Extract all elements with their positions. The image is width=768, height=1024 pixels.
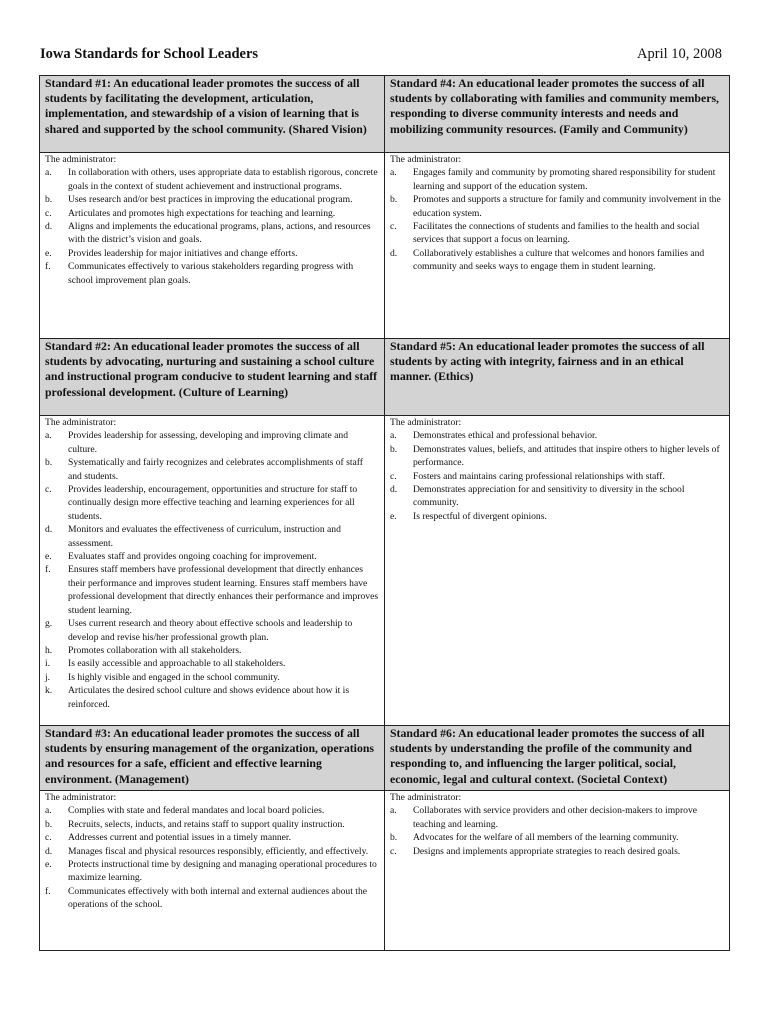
list-item	[45, 657, 379, 670]
list-item	[45, 456, 379, 483]
item-text: Uses research and/or best practices in improving the educational program.	[68, 194, 353, 206]
administrator-intro: The administrator:	[390, 154, 462, 165]
item-marker: e.	[45, 551, 52, 563]
list-item	[45, 483, 379, 523]
item-text: Provides leadership for assessing, developing and improving climate and culture.	[68, 430, 349, 455]
list-item	[45, 818, 379, 831]
list-item	[390, 483, 724, 510]
list-item	[45, 260, 379, 287]
item-text: Manages fiscal and physical resources responsibly, efficiently, and effectively.	[68, 845, 369, 857]
list-item	[390, 166, 724, 193]
standard-items-list	[390, 166, 724, 273]
list-item	[45, 193, 379, 206]
body-row-1	[40, 153, 730, 339]
item-marker: k.	[45, 685, 53, 697]
item-marker: d.	[45, 845, 53, 857]
item-text: Communicates effectively with both internal and external audiences about the operations of the school.	[68, 885, 367, 911]
item-marker: b.	[45, 818, 53, 830]
header-row-1	[40, 76, 730, 153]
item-text: Communicates effectively to various stakeholders regarding progress with school improvement plan goals.	[68, 261, 354, 286]
list-item	[45, 885, 379, 912]
item-text: Advocates for the welfare of all members of the learning community.	[413, 832, 679, 844]
body-row-3	[40, 791, 730, 951]
item-text: Provides leadership for major initiatives and change efforts.	[68, 247, 298, 259]
item-marker: c.	[390, 845, 397, 857]
standard-2-heading: Standard #2: An educational leader promotes the success of all students by advocating, nurturing and sustaining a school culture and instructional program conducive to student learning and staff professional development. (Culture of Learning)	[40, 339, 385, 416]
administrator-intro: The administrator:	[390, 792, 462, 803]
item-marker: a.	[45, 805, 52, 817]
item-marker: a.	[45, 430, 52, 442]
item-text: Designs and implements appropriate strategies to reach desired goals.	[413, 845, 681, 857]
administrator-intro: The administrator:	[390, 417, 462, 428]
list-item	[390, 220, 724, 247]
standard-1-heading: Standard #1: An educational leader promotes the success of all students by facilitating the development, articulation, implementation, and stewardship of a vision of learning that is shared and supported by the school community. (Shared Vision)	[40, 76, 385, 153]
item-marker: g.	[45, 618, 53, 630]
standard-1-body	[40, 153, 385, 339]
item-text: Collaboratively establishes a culture that welcomes and honors families and community and seeks ways to engage them in student learning.	[413, 247, 705, 273]
item-text: Promotes and supports a structure for family and community involvement in the education system.	[413, 194, 721, 219]
list-item	[45, 617, 379, 644]
item-marker: d.	[45, 524, 53, 536]
item-text: Protects instructional time by designing and managing operational procedures to maximize learning.	[68, 859, 377, 884]
list-item	[45, 166, 379, 193]
list-item	[45, 858, 379, 885]
item-text: Demonstrates values, beliefs, and attitudes that inspire others to higher levels of performance.	[413, 443, 720, 469]
item-marker: f.	[45, 564, 51, 576]
item-marker: j.	[45, 671, 51, 683]
item-marker: b.	[390, 832, 398, 844]
standard-2-body	[40, 416, 385, 726]
body-row-2	[40, 416, 730, 726]
list-item	[390, 831, 724, 844]
list-item	[45, 671, 379, 684]
list-item	[45, 684, 379, 711]
item-marker: e.	[45, 859, 52, 871]
item-marker: b.	[45, 457, 53, 469]
item-marker: b.	[390, 194, 398, 206]
item-text: Monitors and evaluates the effectiveness of curriculum, instruction and assessment.	[68, 524, 341, 549]
item-text: Is easily accessible and approachable to all stakeholders.	[68, 658, 286, 670]
item-text: Addresses current and potential issues in a timely manner.	[68, 832, 291, 844]
item-marker: f.	[45, 261, 51, 273]
item-text: Systematically and fairly recognizes and celebrates accomplishments of staff and students.	[68, 457, 363, 482]
list-item	[45, 563, 379, 617]
item-text: Recruits, selects, inducts, and retains staff to support quality instruction.	[68, 818, 345, 830]
item-marker: a.	[390, 430, 397, 442]
item-text: Demonstrates ethical and professional behavior.	[413, 430, 598, 442]
list-item	[390, 804, 724, 831]
standard-5-body	[385, 416, 730, 726]
standard-4-heading: Standard #4: An educational leader promotes the success of all students by collaborating with families and community members, responding to diverse community interests and needs and mobilizing community resources. (Family and Community)	[385, 76, 730, 153]
item-text: Is highly visible and engaged in the school community.	[68, 671, 280, 683]
list-item	[390, 510, 724, 523]
item-text: Engages family and community by promoting shared responsibility for student learning and support of the education system.	[413, 167, 716, 192]
header-row-2	[40, 339, 730, 416]
list-item	[45, 247, 379, 260]
standard-items-list	[45, 429, 379, 711]
item-text: Aligns and implements the educational programs, plans, actions, and resources with the district’s vision and goals.	[68, 221, 371, 246]
list-item	[45, 644, 379, 657]
administrator-intro: The administrator:	[45, 417, 117, 428]
standard-items-list	[390, 804, 724, 858]
item-marker: a.	[390, 805, 397, 817]
standard-items-list	[390, 429, 724, 523]
standard-items-list	[45, 804, 379, 911]
item-marker: b.	[390, 443, 398, 455]
list-item	[45, 523, 379, 550]
standard-5-heading: Standard #5: An educational leader promotes the success of all students by acting with integrity, fairness and in an ethical manner. (Ethics)	[385, 339, 730, 416]
list-item	[390, 247, 724, 274]
item-marker: e.	[45, 247, 52, 259]
standard-6-heading: Standard #6: An educational leader promotes the success of all students by understanding the profile of the community and responding to, and influencing the larger political, social, economic, legal and cultural context. (Societal Context)	[385, 726, 730, 791]
item-marker: d.	[390, 484, 398, 496]
list-item	[390, 443, 724, 470]
administrator-intro: The administrator:	[45, 792, 117, 803]
list-item	[390, 470, 724, 483]
item-marker: b.	[45, 194, 53, 206]
item-marker: a.	[390, 167, 397, 179]
document-date: April 10, 2008	[637, 46, 722, 62]
header-row-3	[40, 726, 730, 791]
item-marker: c.	[45, 832, 52, 844]
item-text: Is respectful of divergent opinions.	[413, 510, 547, 522]
list-item	[45, 429, 379, 456]
item-text: Collaborates with service providers and other decision-makers to improve teaching and learning.	[413, 805, 697, 830]
list-item	[45, 207, 379, 220]
item-text: Articulates and promotes high expectations for teaching and learning.	[68, 207, 336, 219]
administrator-intro: The administrator:	[45, 154, 117, 165]
item-marker: c.	[45, 484, 52, 496]
item-text: Complies with state and federal mandates and local board policies.	[68, 805, 325, 817]
item-marker: c.	[390, 470, 397, 482]
list-item	[45, 550, 379, 563]
item-marker: d.	[390, 247, 398, 259]
item-text: Evaluates staff and provides ongoing coaching for improvement.	[68, 551, 317, 563]
item-text: Fosters and maintains caring professional relationships with staff.	[413, 470, 665, 482]
list-item	[390, 193, 724, 220]
item-text: Ensures staff members have professional development that directly enhances their performance and improves student learning. Ensures staff members have professional development that directly enhances their performance and improves student learning.	[68, 564, 379, 616]
standard-items-list	[45, 166, 379, 287]
list-item	[390, 845, 724, 858]
item-marker: c.	[390, 221, 397, 233]
item-text: Facilitates the connections of students and families to the health and social services that support a focus on learning.	[413, 221, 700, 246]
standards-table	[39, 75, 730, 951]
list-item	[45, 220, 379, 247]
list-item	[45, 804, 379, 817]
list-item	[45, 831, 379, 844]
document-title: Iowa Standards for School Leaders	[40, 46, 259, 62]
standard-3-body	[40, 791, 385, 951]
item-marker: f.	[45, 885, 51, 897]
item-text: Uses current research and theory about effective schools and leadership to develop and revise his/her professional growth plan.	[68, 618, 353, 643]
item-marker: h.	[45, 644, 53, 656]
item-text: In collaboration with others, uses appropriate data to establish rigorous, concrete goals in the context of student achievement and instructional programs.	[68, 167, 378, 192]
standard-4-body	[385, 153, 730, 339]
item-text: Provides leadership, encouragement, opportunities and structure for staff to continually design more effective teaching and learning experiences for all students.	[68, 484, 358, 522]
standard-6-body	[385, 791, 730, 951]
item-marker: e.	[390, 510, 397, 522]
item-text: Demonstrates appreciation for and sensitivity to diversity in the school community.	[413, 484, 685, 509]
list-item	[390, 429, 724, 442]
item-text: Articulates the desired school culture and shows evidence about how it is reinforced.	[68, 685, 350, 710]
item-text: Promotes collaboration with all stakeholders.	[68, 644, 242, 656]
item-marker: c.	[45, 207, 52, 219]
item-marker: i.	[45, 658, 51, 670]
item-marker: d.	[45, 221, 53, 233]
list-item	[45, 845, 379, 858]
standard-3-heading: Standard #3: An educational leader promotes the success of all students by ensuring management of the organization, operations and resources for a safe, efficient and effective learning environment. (Management)	[40, 726, 385, 791]
item-marker: a.	[45, 167, 52, 179]
